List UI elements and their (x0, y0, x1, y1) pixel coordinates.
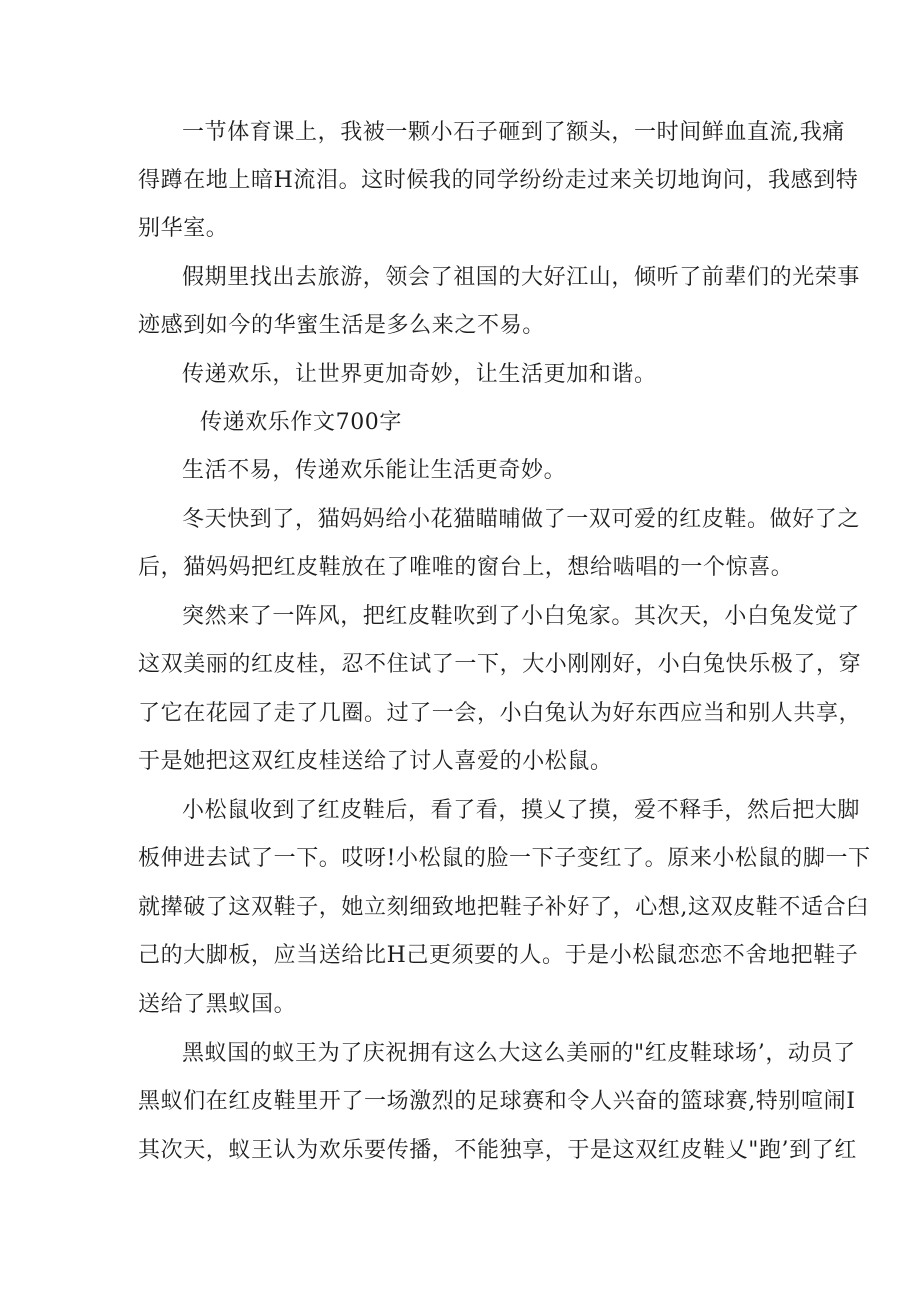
text-line: 了它在花园了走了几圈。过了一会，小白兔认为好东西应当和别人共享， (138, 701, 862, 726)
text-line: 黑蚁们在红皮鞋里开了一场激烈的足球赛和令人兴奋的篮球赛,特别喧闹I (138, 1089, 856, 1114)
text-line: 这双美丽的红皮桂，忍不住试了一下，大小刚刚好，小白兔快乐极了，穿 (138, 652, 862, 677)
text-line: 就撵破了这双鞋子，她立刻细致地把鞋子补好了，心想,这双皮鞋不适合臼 (138, 895, 869, 920)
text-line: 一节体育课上，我被一颗小石子砸到了额头，一时间鲜血直流,我痛 (182, 120, 845, 145)
heading-text: 传递欢乐作文700字 (200, 410, 402, 435)
text-line: 冬天快到了，猫妈妈给小花猫瞄晡做了一双可爱的红皮鞋。做好了之 (182, 507, 861, 532)
text-line: 得蹲在地上暗H流泪。这时候我的同学纷纷走过来关切地询问，我感到特 (138, 168, 859, 193)
text-line: 迹感到如今的华蜜生活是多么来之不易。 (138, 313, 545, 338)
text-line: 其次天，蚁王认为欢乐要传播，不能独享，于是这双红皮鞋乂"跑’到了红 (138, 1138, 857, 1163)
text-line: 黑蚁国的蚁王为了庆祝拥有这么大这么美丽的"红皮鞋球场’，动员了 (182, 1041, 856, 1066)
text-line: 板伸进去试了一下。哎呀!小松鼠的脸一下子变红了。原来小松鼠的脚一下 (138, 846, 871, 871)
text-line: 小松鼠收到了红皮鞋后，看了看，摸乂了摸，爱不释手，然后把大脚 (182, 798, 861, 823)
text-line: 于是她把这双红皮桂送给了讨人喜爱的小松鼠。 (138, 749, 613, 774)
text-line: 传递欢乐，让世界更加奇妙，让生活更加和谐。 (182, 362, 657, 387)
text-line: 己的大脚板，应当送给比H己更须要的人。于是小松鼠恋恋不舍地把鞋子 (138, 943, 859, 968)
text-line: 后，猫妈妈把红皮鞋放在了唯唯的窗台上，想给啮唱的一个惊喜。 (138, 555, 794, 580)
text-line: 假期里找出去旅游，领会了祖国的大好江山，倾听了前辈们的光荣事 (182, 265, 861, 290)
text-line: 别华室。 (138, 216, 229, 241)
text-line: 生活不易，传递欢乐能让生活更奇妙。 (182, 458, 567, 483)
text-line: 送给了黑蚁国。 (138, 992, 297, 1017)
text-line: 突然来了一阵风，把红皮鞋吹到了小白兔家。其次天，小白兔发觉了 (182, 604, 861, 629)
